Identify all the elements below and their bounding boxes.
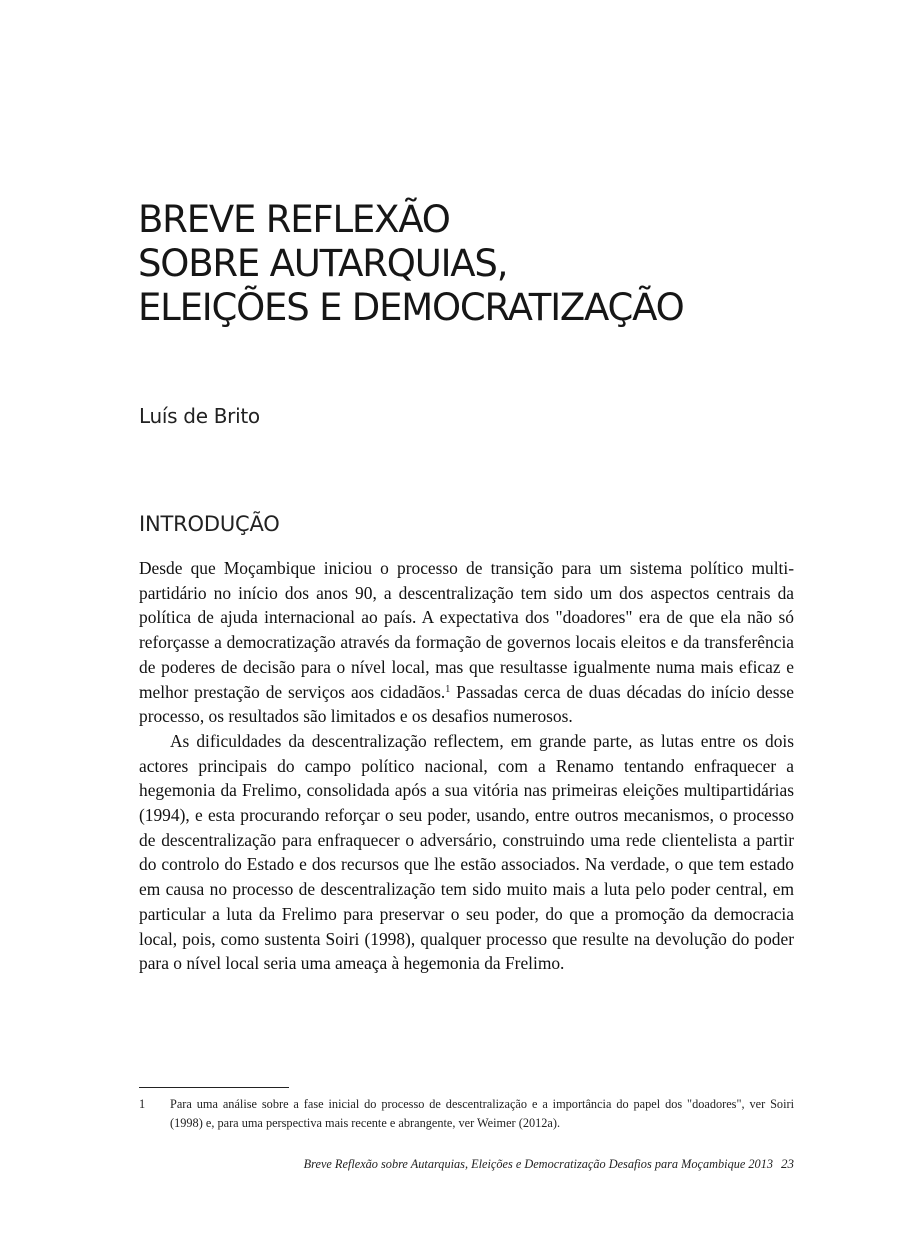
- title-line-2: SOBRE AUTARQUIAS,: [138, 242, 508, 285]
- paragraph-1-continuation: Passadas cerca de duas décadas do início desse processo, os resultados são limitados e os desafios numerosos.: [139, 681, 794, 727]
- section-heading: INTRODUÇÃO: [139, 512, 280, 536]
- running-footer: [304, 1156, 794, 1172]
- footnote-number: 1: [139, 1097, 146, 1111]
- running-title: Breve Reflexão sobre Autarquias, Eleições e Democratização Desafios para Moçambique 2013: [303, 1157, 773, 1171]
- page-number: 23: [781, 1156, 794, 1171]
- footnote: [139, 1095, 794, 1133]
- footnote-text: Para uma análise sobre a fase inicial do processo de descentralização e a importância do papel dos "doadores", ver Soiri (1998) e, para uma perspectiva mais recente e abrangente, ver Weimer (2012a).: [170, 1097, 794, 1130]
- footnote-reference[interactable]: 1: [445, 683, 451, 695]
- paragraph-1-text: Desde que Moçambique iniciou o processo de transição para um sistema político multipartidário no início dos anos 90, a descentralização tem sido um dos aspectos centrais da política de ajuda internacional ao país. A expectativa dos "doadores" era de que ela não só reforçasse a democratização através da formação de governos locais eleitos e da transferência de poderes de decisão para o nível local, mas que resultasse igualmente numa mais eficaz e melhor prestação de serviços aos cidadãos.: [139, 558, 794, 702]
- footnote-divider: [139, 1087, 289, 1088]
- title-line-3: ELEIÇÕES E DEMOCRATIZAÇÃO: [138, 286, 684, 329]
- paragraph-2: As dificuldades da descentralização reflectem, em grande parte, as lutas entre os dois actores principais do campo político nacional, com a Renamo tentando enfraquecer a hegemonia da Frelimo, consolidada após a sua vitória nas primeiras eleições multipartidárias (1994), e esta procurando reforçar o seu poder, usando, entre outros mecanismos, o processo de descentralização para enfraquecer o adversário, construindo uma rede clientelista a partir do controlo do Estado e dos recursos que lhe estão associados. Na verdade, o que tem estado em causa no processo de descentralização tem sido muito mais a luta pelo poder central, em particular a luta da Frelimo para preservar o seu poder, do que a promoção da democracia local, pois, como sustenta Soiri (1998), qualquer processo que resulte na devolução do poder para o nível local seria uma ameaça à hegemonia da Frelimo.: [139, 730, 794, 974]
- body-text: [139, 556, 794, 976]
- article-title: [138, 198, 818, 330]
- title-line-1: BREVE REFLEXÃO: [138, 198, 450, 241]
- paragraph-1: [139, 556, 794, 729]
- author-name: Luís de Brito: [139, 404, 260, 428]
